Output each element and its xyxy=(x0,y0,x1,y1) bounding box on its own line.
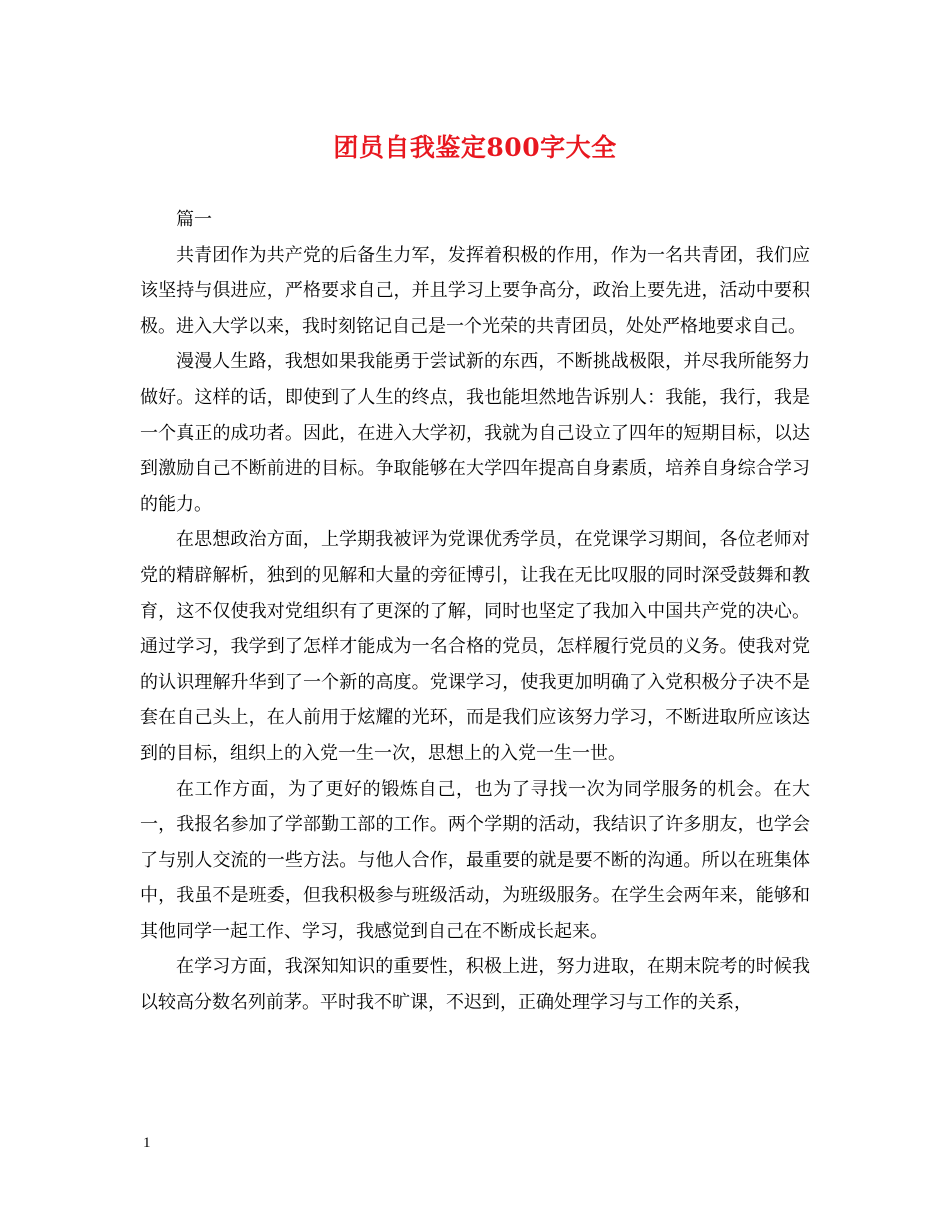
paragraph: 在思想政治方面，上学期我被评为党课优秀学员，在党课学习期间，各位老师对党的精辟解析，独到的见解和大量的旁征博引，让我在无比叹服的同时深受鼓舞和教育，这不仅使我对党组织有了更深的了解，同时也坚定了我加入中国共产党的决心。通过学习，我学到了怎样才能成为一名合格的党员，怎样履行党员的义务。使我对党的认识理解升华到了一个新的高度。党课学习，使我更加明确了入党积极分子决不是套在自己头上，在人前用于炫耀的光环，而是我们应该努力学习，不断进取所应该达到的目标，组织上的入党一生一次，思想上的入党一生一世。 xyxy=(140,529,810,764)
paragraph: 共青团作为共产党的后备生力军，发挥着积极的作用，作为一名共青团，我们应该坚持与俱进应，严格要求自己，并且学习上要争高分，政治上要先进，活动中要积极。进入大学以来，我时刻铭记自己是一个光荣的共青团员，处处严格地要求自己。 xyxy=(140,244,810,337)
document-title: 团员自我鉴定800字大全 xyxy=(333,133,617,162)
paragraph: 在工作方面，为了更好的锻炼自己，也为了寻找一次为同学服务的机会。在大一，我报名参加了学部勤工部的工作。两个学期的活动，我结识了许多朋友，也学会了与别人交流的一些方法。与他人合作，最重要的就是要不断的沟通。所以在班集体中，我虽不是班委，但我积极参与班级活动，为班级服务。在学生会两年来，能够和其他同学一起工作、学习，我感觉到自己在不断成长起来。 xyxy=(140,778,810,942)
page-number: 1 xyxy=(143,1135,151,1151)
document-body xyxy=(140,202,810,1021)
paragraph: 在学习方面，我深知知识的重要性，积极上进，努力进取，在期末院考的时候我以较高分数名列前茅。平时我不旷课，不迟到，正确处理学习与工作的关系， xyxy=(140,956,810,1014)
section-label: 篇一 xyxy=(176,209,212,230)
paragraph: 漫漫人生路，我想如果我能勇于尝试新的东西，不断挑战极限，并尽我所能努力做好。这样的话，即使到了人生的终点，我也能坦然地告诉别人：我能，我行，我是一个真正的成功者。因此，在进入大学初，我就为自己设立了四年的短期目标，以达到激励自己不断前进的目标。争取能够在大学四年提高自身素质，培养自身综合学习的能力。 xyxy=(140,351,810,515)
